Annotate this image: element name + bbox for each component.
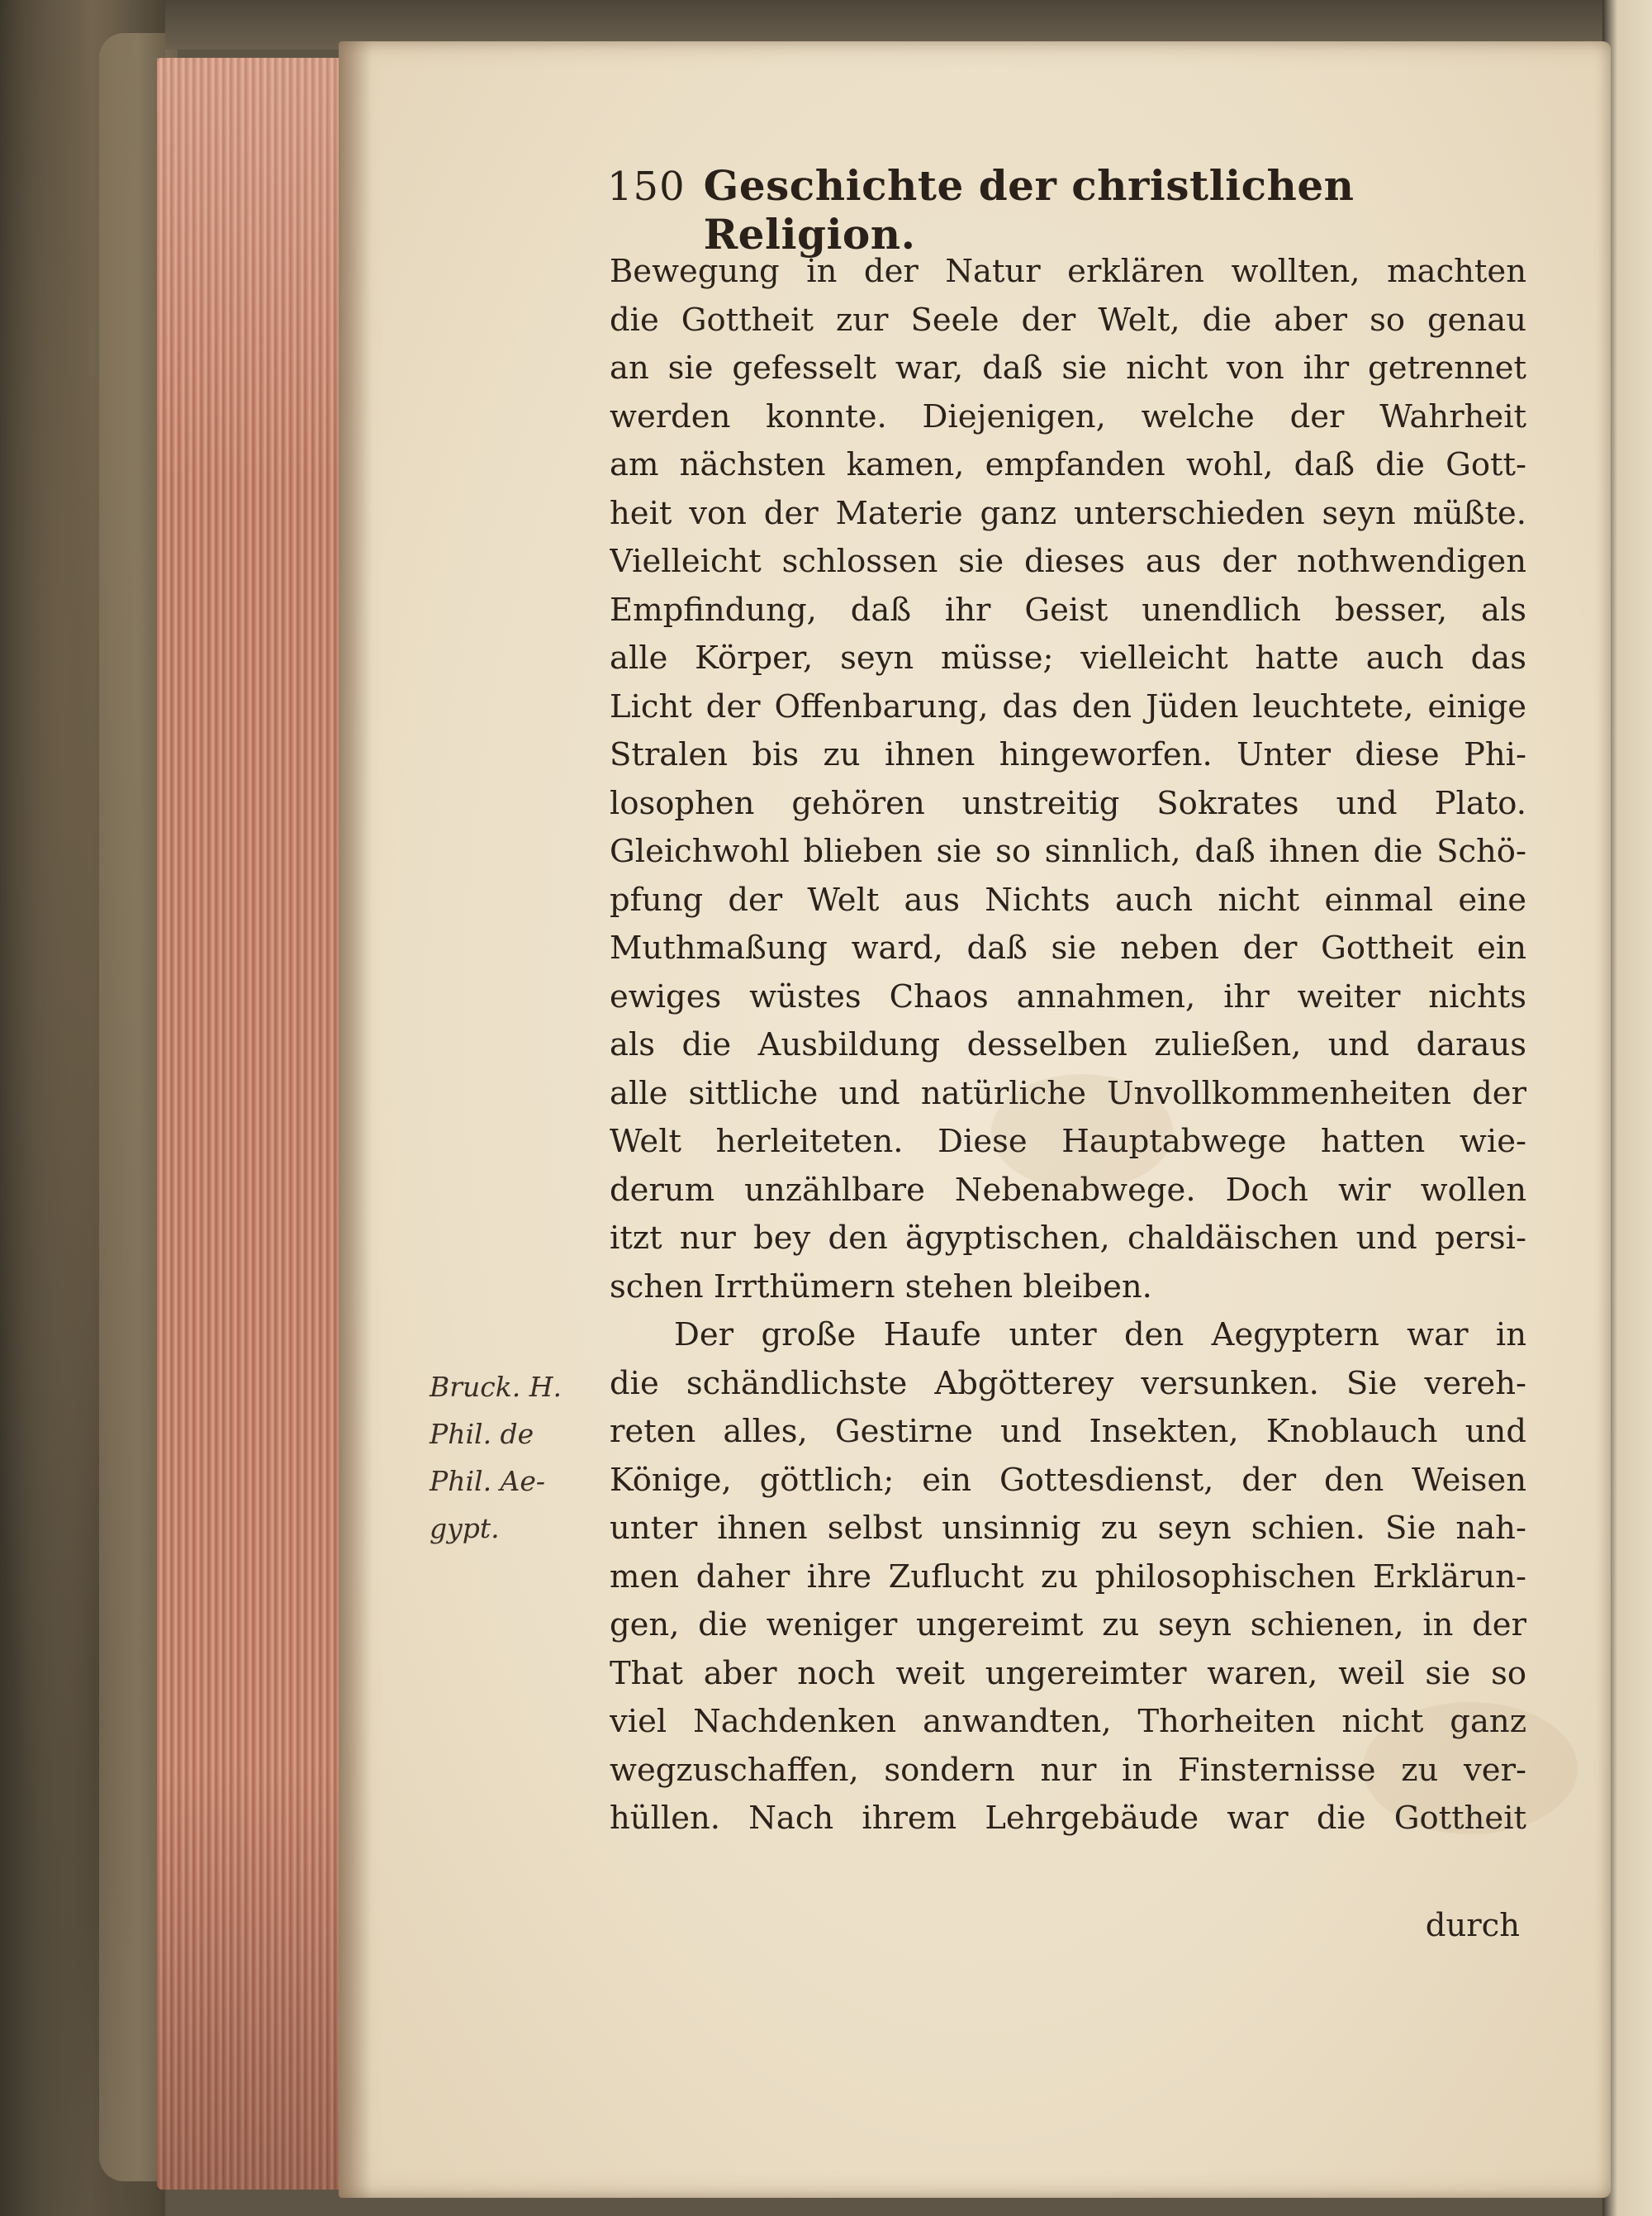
text-line: Gleichwohl blieben sie so sinnlich, daß ihnen die Schö- — [610, 833, 1526, 870]
text-line: Empfindung, daß ihr Geist unendlich besser, als — [610, 591, 1526, 629]
text-line: reten alles, Gestirne und Insekten, Knoblauch und — [610, 1413, 1526, 1450]
text-line: Bewegung in der Natur erklären wollten, machten — [610, 253, 1526, 290]
text-line: That aber noch weit ungereimter waren, weil sie so — [610, 1654, 1526, 1692]
text-line: heit von der Materie ganz unterschieden seyn müßte. — [610, 494, 1526, 532]
text-line: alle Körper, seyn müsse; vielleicht hatte auch das — [610, 640, 1526, 677]
text-line: wegzuschaffen, sondern nur in Finsternisse zu ver- — [610, 1751, 1526, 1789]
text-line: ewiges wüstes Chaos annahmen, ihr weiter nichts — [610, 977, 1526, 1015]
text-line: derum unzählbare Nebenabwege. Doch wir wollen — [610, 1171, 1526, 1209]
text-line: unter ihnen selbst unsinnig zu seyn schien. Sie nah- — [610, 1510, 1526, 1547]
body-text — [610, 248, 1526, 1843]
text-line: Licht der Offenbarung, das den Jüden leuchtete, einige — [610, 687, 1526, 725]
text-line: Der große Haufe unter den Aegyptern war in — [674, 1316, 1526, 1353]
margin-note — [430, 1363, 595, 1552]
catchword: durch — [1425, 1907, 1520, 1944]
margin-note-line: Phil. de — [430, 1418, 534, 1450]
margin-note-line: Phil. Ae- — [430, 1465, 546, 1497]
text-line: an sie gefesselt war, daß sie nicht von ihr getrennet — [610, 350, 1526, 387]
text-line: Welt herleiteten. Diese Hauptabwege hatten wie- — [610, 1123, 1526, 1160]
text-line: hüllen. Nach ihrem Lehrgebäude war die Gottheit — [610, 1800, 1526, 1837]
text-line: Vielleicht schlossen sie dieses aus der nothwendigen — [610, 543, 1526, 580]
text-line: losophen gehören unstreitig Sokrates und Plato. — [610, 784, 1526, 822]
text-line: gen, die weniger ungereimt zu seyn schienen, in der — [610, 1606, 1526, 1643]
text-line: pfung der Welt aus Nichts auch nicht einmal eine — [610, 881, 1526, 919]
text-line: Muthmaßung ward, daß sie neben der Gottheit ein — [610, 930, 1526, 967]
text-line: Stralen bis zu ihnen hingeworfen. Unter diese Phi- — [610, 736, 1526, 773]
page-edges-shade — [157, 58, 347, 2190]
text-line: Könige, göttlich; ein Gottesdienst, der den Weisen — [610, 1461, 1526, 1499]
margin-note-line: gypt. — [430, 1512, 500, 1544]
text-line: itzt nur bey den ägyptischen, chaldäischen und persi- — [610, 1220, 1526, 1257]
text-line: alle sittliche und natürliche Unvollkommenheiten der — [610, 1074, 1526, 1112]
page-number: 150 — [607, 164, 686, 210]
page-header — [607, 161, 1532, 259]
text-line: als die Ausbildung desselben zuließen, und daraus — [610, 1026, 1526, 1063]
text-line: werden konnte. Diejenigen, welche der Wahrheit — [610, 397, 1526, 435]
text-line: schen Irrthümern stehen bleiben. — [610, 1267, 1152, 1305]
margin-note-line: Bruck. H. — [430, 1371, 563, 1403]
page-gutter — [339, 41, 372, 2198]
text-line: die Gottheit zur Seele der Welt, die aber so genau — [610, 301, 1526, 339]
text-line: viel Nachdenken anwandten, Thorheiten nicht ganz — [610, 1703, 1526, 1740]
text-line: men daher ihre Zuflucht zu philosophischen Erklärun- — [610, 1557, 1526, 1595]
text-line: die schändlichste Abgötterey versunken. Sie vereh- — [610, 1364, 1526, 1402]
text-line: am nächsten kamen, empfanden wohl, daß die Gott- — [610, 446, 1526, 483]
running-title: Geschichte der christlichen Religion. — [703, 161, 1355, 259]
